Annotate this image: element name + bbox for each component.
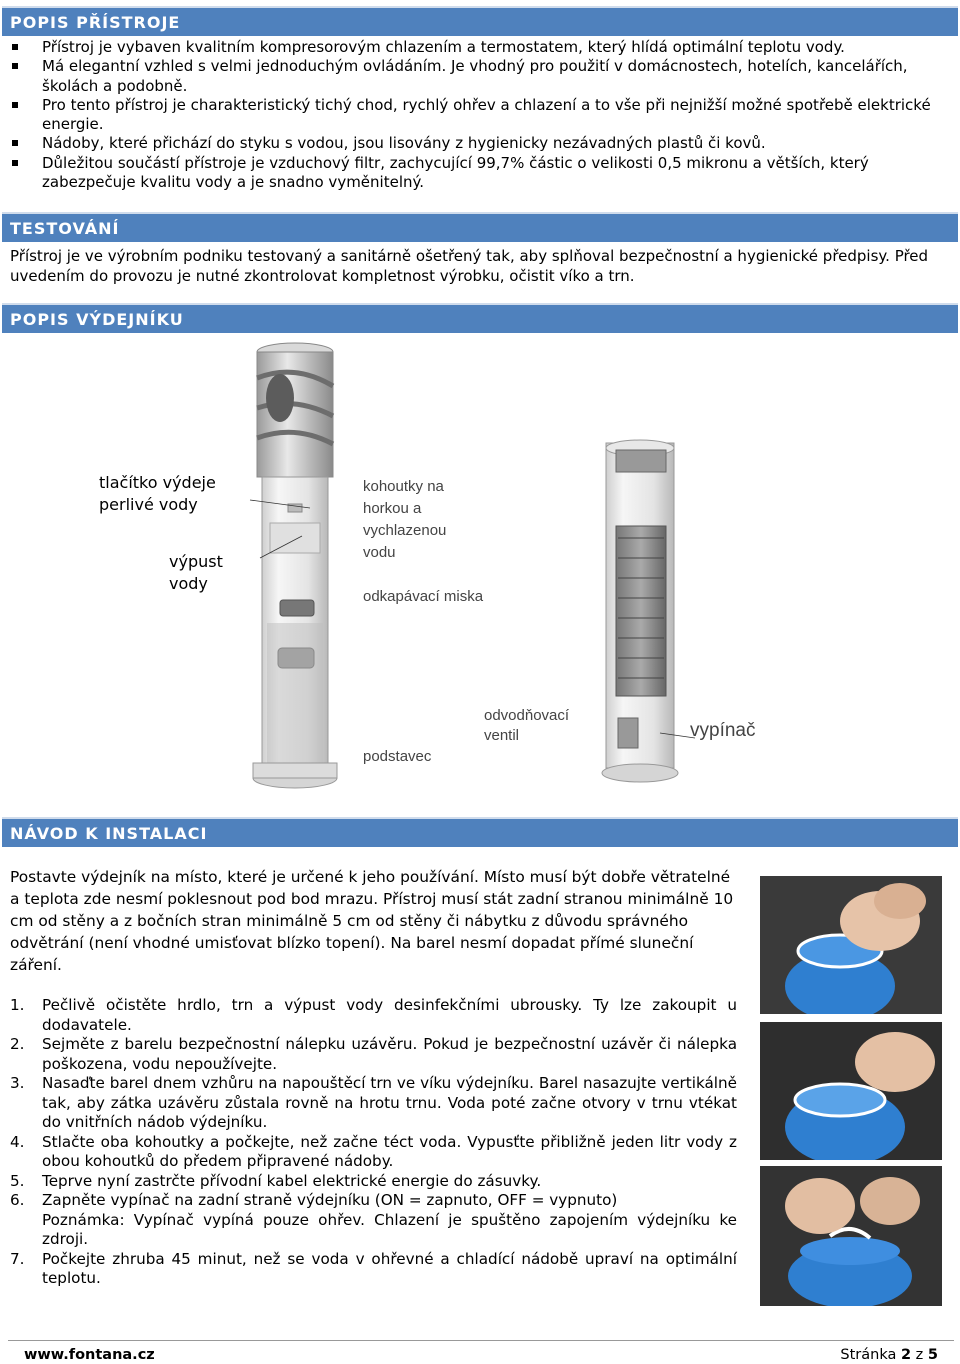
- section-heading-popis-vydejniku: POPIS VÝDEJNÍKU: [2, 303, 958, 333]
- photo-cap-1: [760, 876, 942, 1014]
- step-number: 7.: [10, 1249, 25, 1268]
- page-of: z: [915, 1347, 924, 1363]
- page-word: Stránka: [840, 1347, 897, 1363]
- label-vypust: výpust vody: [169, 552, 223, 593]
- front-dispenser-drawing: [253, 343, 337, 788]
- step-note: Poznámka: Vypínač vypíná pouze ohřev. Chlazení je spuštěno zapojením výdejníku ke zdroji.: [42, 1210, 737, 1248]
- step-number: 6.: [10, 1191, 25, 1209]
- navod-intro: Postavte výdejník na místo, které je určené k jeho používání. Místo musí být dobře větratelné a teplota zde nesmí poklesnout pod bod mrazu. Přístroj musí stát zadní stranou minimálně 10 cm od stěny a z bočních stran minimálně 5 cm od stěny či nábytku z důvodu správného odvětrání (není vhodné umisťovat blízko topení). Na barel nesmí dopadat přímé sluneční záření.: [10, 868, 734, 974]
- section-heading-navod: NÁVOD K INSTALACI: [2, 817, 958, 847]
- step-number: 3.: [10, 1074, 25, 1092]
- label-podstavec: podstavec: [363, 748, 432, 765]
- list-item: [10, 996, 737, 1035]
- step-number: 1.: [10, 996, 25, 1014]
- list-item: [10, 1035, 737, 1074]
- bullet-item: Má elegantní vzhled s velmi jednoduchým ovládáním. Je vhodný pro použití v domácnostech, hotelích, kancelářích, školách a podobně.: [10, 57, 955, 96]
- list-item: [10, 1172, 737, 1192]
- label-ventil: odvodňovací ventil: [484, 707, 570, 744]
- step-text: Sejměte z barelu bezpečnostní nálepku uzávěru. Pokud je bezpečnostní uzávěr či nálepka poškozena, vodu nepoužívejte.: [42, 1035, 737, 1073]
- label-miska: odkapávací miska: [363, 588, 484, 605]
- step-text: Nasaďte barel dnem vzhůru na napouštěcí trn ve víku výdejníku. Barel nasazujte vertikálně tak, aby zátka uzávěru zůstala rovně na hrotu trnu. Voda poté začne otvory v trnu vtékat do vnitřních nádob výdejníku.: [42, 1074, 737, 1131]
- photo-cap-3: [760, 1166, 942, 1306]
- section-heading-testovani: TESTOVÁNÍ: [2, 212, 958, 242]
- bullet-item: Nádoby, které přichází do styku s vodou, jsou lisovány z hygienicky nezávadných plastů či kovů.: [10, 134, 955, 153]
- list-item: [10, 1074, 737, 1133]
- install-steps: [10, 996, 737, 1289]
- photo-cap-1-drawing: [760, 876, 942, 1014]
- step-number: 2.: [10, 1035, 25, 1053]
- back-dispenser-drawing: [602, 440, 678, 782]
- list-item: [10, 1133, 737, 1172]
- testovani-text: Přístroj je ve výrobním podniku testovaný a sanitárně ošetřený tak, aby splňoval bezpečnostní a hygienické předpisy. Před uvedením do provozu je nutné zkontrolovat kompletnost výrobku, očistit víko a trn.: [10, 247, 929, 285]
- footer-website: www.fontana.cz: [24, 1347, 155, 1363]
- step-text: Zapněte vypínač na zadní straně výdejníku (ON = zapnuto, OFF = vypnuto): [42, 1191, 618, 1209]
- label-kohoutky: kohoutky na horkou a vychlazenou vodu: [363, 478, 447, 561]
- footer-page-number: [840, 1347, 938, 1363]
- bullet-item: Pro tento přístroj je charakteristický tichý chod, rychlý ohřev a chlazení a to vše při nejnižší možné spotřebě elektrické energie.: [10, 96, 955, 135]
- bullet-list-popis: [10, 38, 955, 192]
- page-current: 2: [900, 1347, 912, 1363]
- step-text: Pečlivě očistěte hrdlo, trn a výpust vody desinfekčními ubrousky. Ty lze zakoupit u dodavatele.: [42, 996, 737, 1034]
- photo-cap-2-drawing: [760, 1022, 942, 1160]
- label-tlacitko: tlačítko výdeje perlivé vody: [99, 473, 216, 514]
- bullet-item: Důležitou součástí přístroje je vzduchový filtr, zachycující 99,7% částic o velikosti 0,5 mikronu a větších, který zabezpečuje kvalitu vody a je snadno vyměnitelný.: [10, 154, 955, 193]
- section-heading-popis-pristroje: POPIS PŘÍSTROJE: [2, 6, 958, 36]
- list-item: [10, 1191, 737, 1250]
- list-item: [10, 1250, 737, 1289]
- step-text: Teprve nyní zastrčte přívodní kabel elektrické energie do zásuvky.: [42, 1171, 542, 1190]
- footer-divider: [8, 1340, 954, 1341]
- photo-cap-3-drawing: [760, 1166, 942, 1306]
- step-number: 5.: [10, 1171, 25, 1190]
- step-text: Stlačte oba kohoutky a počkejte, než začne téct voda. Vypusťte přibližně jeden litr vody z obou kohoutků do předem připravené nádoby.: [42, 1132, 737, 1170]
- step-number: 4.: [10, 1132, 25, 1151]
- label-vypinac: vypínač: [690, 720, 756, 741]
- bullet-item: Přístroj je vybaven kvalitním kompresorovým chlazením a termostatem, který hlídá optimální teplotu vody.: [10, 38, 955, 57]
- photo-cap-2: [760, 1022, 942, 1160]
- page-total: 5: [927, 1347, 938, 1363]
- step-text: Počkejte zhruba 45 minut, než se voda v ohřevné a chladící nádobě upraví na optimální teplotu.: [42, 1249, 737, 1287]
